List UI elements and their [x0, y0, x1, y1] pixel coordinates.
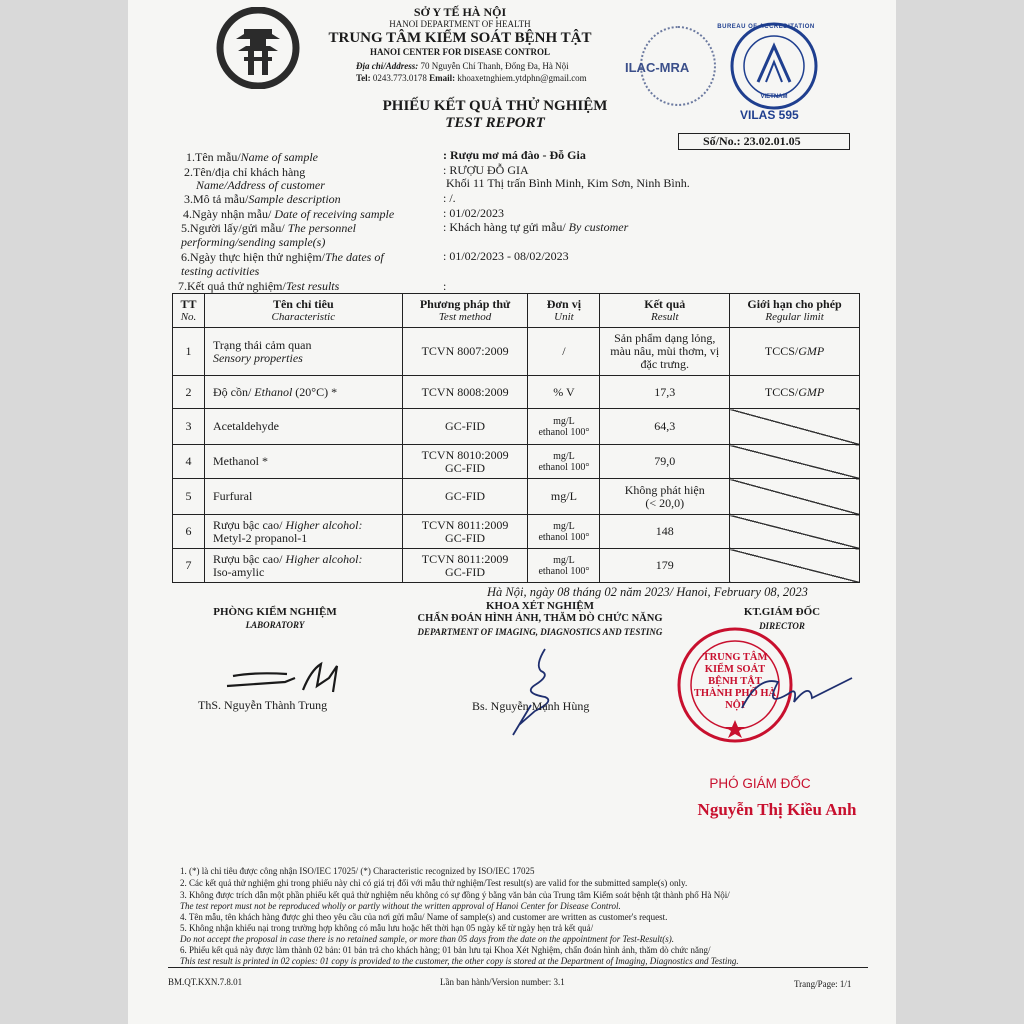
row-result: 79,0	[600, 445, 730, 479]
address: 70 Nguyễn Chí Thanh, Đống Đa, Hà Nội	[420, 61, 569, 71]
table-row	[173, 479, 860, 515]
sample-name: : Rượu mơ má đào - Đỗ Gia	[443, 148, 586, 162]
email: khoaxetnghiem.ytdphn@gmail.com	[457, 73, 587, 83]
row-result: Sản phẩm dạng lỏng, màu nâu, mùi thơm, vị đặc trưng.	[600, 328, 730, 376]
description-label: 3.Mô tả mẫu/Sample description	[184, 192, 341, 206]
row-no: 2	[173, 376, 205, 409]
row-method: TCVN 8010:2009 GC-FID	[402, 445, 528, 479]
row-result: Không phát hiện (< 20,0)	[600, 479, 730, 515]
row-result: 148	[600, 515, 730, 549]
dept-title-vn2: CHẨN ĐOÁN HÌNH ẢNH, THĂM DÒ CHỨC NĂNG	[417, 613, 663, 624]
address-label: Địa chỉ/Address:	[356, 61, 419, 71]
description: : /.	[443, 191, 456, 205]
note-3-en: The test report must not be reproduced wholly or partly without the written approval of Hanoi Center for Disease Control.	[180, 901, 621, 911]
footer-divider	[168, 967, 868, 968]
note-6-en: This test result is printed in 02 copies: 01 copy is provided to the customer, the other copy is stored at the Department of Imaging, Diagnostics and Testing.	[180, 956, 739, 966]
row-characteristic: Furfural	[204, 479, 402, 515]
dates-label: 6.Ngày thực hiện thử nghiệm/The dates of	[181, 250, 384, 264]
row-no: 6	[173, 515, 205, 549]
row-result: 17,3	[600, 376, 730, 409]
table-header-row	[173, 294, 860, 328]
header-method: Phương pháp thử Test method	[402, 294, 528, 328]
row-no: 3	[173, 409, 205, 445]
row-unit: mg/L ethanol 100°	[528, 515, 600, 549]
address-line	[356, 61, 569, 71]
title-en: TEST REPORT	[445, 115, 545, 131]
row-limit: TCCS/GMP	[730, 376, 860, 409]
report-number	[678, 133, 850, 150]
customer-address: Khối 11 Thị trấn Bình Minh, Kim Sơn, Ninh Bình.	[446, 176, 690, 190]
row-no: 1	[173, 328, 205, 376]
received-label: 4.Ngày nhận mẫu/ Date of receiving sample	[183, 207, 395, 221]
lab-person: ThS. Nguyễn Thành Trung	[198, 698, 328, 712]
center-vn: TRUNG TÂM KIỂM SOÁT BỆNH TẬT	[328, 30, 592, 46]
results-label: 7.Kết quả thử nghiệm/Test results	[178, 279, 340, 293]
note-3: 3. Không được trích dẫn một phần phiếu kết quả thử nghiệm nếu không có sự đồng ý bằng văn bản của Trung tâm Kiểm soát bệnh tật thành phố Hà Nội/	[180, 890, 730, 900]
results-table	[172, 293, 860, 583]
deputy-name: Nguyễn Thị Kiều Anh	[697, 800, 857, 819]
ilac-text: ILAC-MRA	[625, 60, 690, 75]
vilas-code: VILAS 595	[740, 108, 799, 122]
row-unit: mg/L ethanol 100°	[528, 445, 600, 479]
received-date: : 01/02/2023	[443, 206, 505, 220]
row-method: GC-FID	[402, 479, 528, 515]
report-number-label: Số/No.:	[703, 134, 741, 148]
row-method: TCVN 8007:2009	[402, 328, 528, 376]
header-unit: Đơn vị Unit	[528, 294, 600, 328]
lab-title-en: LABORATORY	[245, 620, 305, 630]
row-method: GC-FID	[402, 409, 528, 445]
title-vn: PHIẾU KẾT QUẢ THỬ NGHIỆM	[382, 98, 608, 114]
row-limit-empty	[730, 445, 860, 479]
note-4: 4. Tên mẫu, tên khách hàng được ghi theo yêu cầu của nơi gửi mẫu/ Name of sample(s) and customer are written as customer's request.	[180, 912, 668, 922]
table-row	[173, 549, 860, 583]
row-limit-empty	[730, 549, 860, 583]
row-characteristic: Trạng thái cảm quan Sensory properties	[204, 328, 402, 376]
center-en: HANOI CENTER FOR DISEASE CONTROL	[369, 47, 551, 57]
note-5-en: Do not accept the proposal in case there is no retained sample, or more than 05 days from the date on the appointment for Test-Result(s).	[180, 934, 674, 944]
stamp-text: TRUNG TÂM KIỂM SOÁT BỆNH TẬT THÀNH PHỐ HÀ NỘI	[693, 652, 777, 711]
row-method: TCVN 8008:2009	[402, 376, 528, 409]
sample-name-label: 1.Tên mẫu/Name of sample	[186, 150, 318, 164]
director-signature-icon	[738, 672, 858, 720]
note-5: 5. Không nhận khiếu nại trong trường hợp không có mẫu lưu hoặc hết thời hạn 05 ngày kể từ ngày hẹn trả kết quả/	[180, 923, 594, 933]
tel: 0243.773.0178	[372, 73, 427, 83]
row-characteristic: Rượu bậc cao/ Higher alcohol: Metyl-2 propanol-1	[204, 515, 402, 549]
director-title-en: DIRECTOR	[759, 621, 805, 631]
header-characteristic: Tên chỉ tiêu Characteristic	[204, 294, 402, 328]
table-row	[173, 328, 860, 376]
boa-country: VIETNAM	[760, 94, 788, 100]
row-characteristic: Methanol *	[204, 445, 402, 479]
test-dates: : 01/02/2023 - 08/02/2023	[443, 249, 569, 263]
row-characteristic: Rượu bậc cao/ Higher alcohol: Iso-amylic	[204, 549, 402, 583]
row-unit: mg/L ethanol 100°	[528, 409, 600, 445]
row-limit: TCCS/GMP	[730, 328, 860, 376]
page-number: Trang/Page: 1/1	[794, 979, 852, 989]
results-colon: :	[443, 279, 447, 293]
email-label: Email:	[429, 73, 456, 83]
form-code: BM.QT.KXN.7.8.01	[168, 977, 243, 987]
sender: : Khách hàng tự gửi mẫu/ By customer	[443, 220, 629, 234]
sender-label: 5.Người lấy/gửi mẫu/ The personnel	[181, 221, 357, 235]
dept-en: HANOI DEPARTMENT OF HEALTH	[389, 19, 531, 29]
deputy-title: PHÓ GIÁM ĐỐC	[709, 776, 811, 791]
dept-person: Bs. Nguyễn Mạnh Hùng	[472, 699, 590, 713]
table-row	[173, 445, 860, 479]
dept-title-vn1: KHOA XÉT NGHIỆM	[486, 600, 594, 612]
report-number-value: 23.02.01.05	[743, 134, 801, 148]
row-characteristic: Acetaldehyde	[204, 409, 402, 445]
row-no: 4	[173, 445, 205, 479]
table-row	[173, 409, 860, 445]
row-no: 7	[173, 549, 205, 583]
row-method: TCVN 8011:2009 GC-FID	[402, 515, 528, 549]
dates-label-en: testing activities	[181, 264, 260, 278]
header-result: Kết quả Result	[600, 294, 730, 328]
boa-ring-text: BUREAU OF ACCREDITATION	[717, 24, 815, 30]
row-limit-empty	[730, 479, 860, 515]
row-no: 5	[173, 479, 205, 515]
signing-date: Hà Nội, ngày 08 tháng 02 năm 2023/ Hanoi, February 08, 2023	[487, 585, 808, 599]
version-number: Lần ban hành/Version number: 3.1	[440, 977, 565, 987]
tel-label: Tel:	[356, 73, 371, 83]
dept-title-en: DEPARTMENT OF IMAGING, DIAGNOSTICS AND TESTING	[417, 627, 663, 637]
customer-label: 2.Tên/địa chỉ khách hàng	[184, 165, 306, 179]
table-row	[173, 515, 860, 549]
row-characteristic: Độ cồn/ Ethanol (20°C) *	[204, 376, 402, 409]
row-limit-empty	[730, 515, 860, 549]
row-method: TCVN 8011:2009 GC-FID	[402, 549, 528, 583]
note-6: 6. Phiếu kết quả này được làm thành 02 bản: 01 bản trả cho khách hàng; 01 bản lưu tại Khoa Xét Nghiệm, chẩn đoán hình ảnh, thăm dò chức năng/	[180, 945, 711, 955]
lab-title-vn: PHÒNG KIỂM NGHIỆM	[213, 606, 337, 618]
row-unit: mg/L ethanol 100°	[528, 549, 600, 583]
director-title-vn: KT.GIÁM ĐỐC	[743, 606, 821, 618]
row-unit: % V	[528, 376, 600, 409]
note-2: 2. Các kết quả thử nghiệm ghi trong phiếu này chỉ có giá trị đối với mẫu thử nghiệm/Test result(s) are valid for the submitted sample(s) only.	[180, 878, 688, 888]
row-result: 64,3	[600, 409, 730, 445]
table-row	[173, 376, 860, 409]
row-unit: /	[528, 328, 600, 376]
sender-label-en: performing/sending sample(s)	[181, 235, 326, 249]
note-1: 1. (*) là chỉ tiêu được công nhận ISO/IEC 17025/ (*) Characteristic recognized by ISO/IEC 17025	[180, 866, 535, 876]
dept-signature-icon	[505, 645, 575, 740]
row-unit: mg/L	[528, 479, 600, 515]
contact-line	[356, 73, 587, 83]
customer-name: : RƯỢU ĐỖ GIA	[443, 163, 529, 177]
row-result: 179	[600, 549, 730, 583]
row-limit-empty	[730, 409, 860, 445]
header-no: TT No.	[173, 294, 205, 328]
header-limit: Giới hạn cho phép Regular limit	[730, 294, 860, 328]
dept-vn: SỞ Y TẾ HÀ NỘI	[413, 5, 507, 19]
customer-label-en: Name/Address of customer	[196, 178, 325, 192]
lab-signature-icon	[225, 660, 355, 700]
